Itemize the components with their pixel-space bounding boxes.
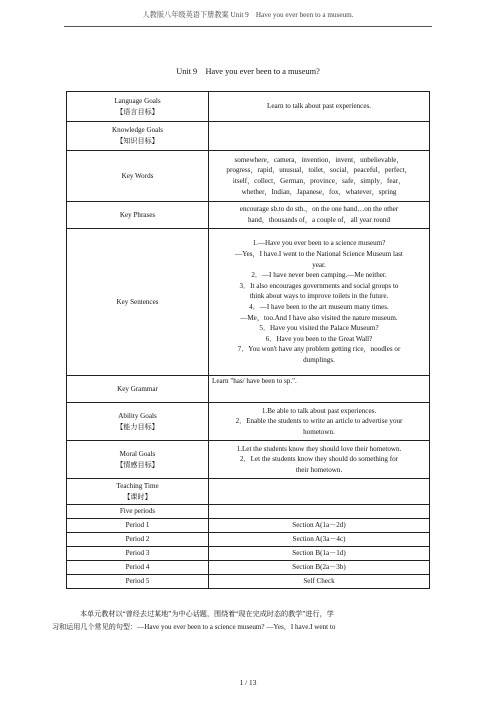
row-key-words	[67, 151, 430, 202]
value-key-sentences: 1.—Have you ever been to a science museum? —Yes，I have.I went to the National Science Museum last year. 2．—I have never been camping.—Me neither. 3．It also encourages governments and social groups to think about ways to improve toilets in the future. 4．—I have been to the art museum many times. —Me，too.And I have also visited the nature museum. 5．Have you visited the Palace Museum? 6．Have you been to the Great Wall? 7．You won't have any problem getting rice，noodles or dumplings.	[209, 229, 430, 376]
label-period-4: Period 4	[67, 561, 209, 575]
row-period-4	[67, 561, 430, 575]
row-knowledge-goals	[67, 122, 430, 151]
header-divider	[64, 26, 432, 27]
intro-paragraph	[52, 608, 434, 634]
row-key-grammar	[67, 376, 430, 403]
label-moral-goals: Moral Goals 【情感目标】	[67, 441, 209, 479]
value-period-3: Section B(1a－1d)	[209, 547, 430, 561]
value-key-grammar: Learn "has/ have been to sp.".	[209, 376, 430, 403]
document-title: Unit 9 Have you ever been to a museum?	[176, 67, 320, 76]
label-key-words: Key Words	[67, 151, 209, 202]
lesson-plan-table	[66, 91, 430, 589]
row-five-periods	[67, 505, 430, 519]
label-period-2: Period 2	[67, 533, 209, 547]
row-moral-goals	[67, 441, 430, 479]
value-ability-goals: 1.Be able to talk about past experiences. 2．Enable the students to write an article to advertise your hometown.	[209, 403, 430, 441]
label-knowledge-goals: Knowledge Goals 【知识目标】	[67, 122, 209, 151]
row-ability-goals	[67, 403, 430, 441]
label-period-5: Period 5	[67, 575, 209, 589]
value-teaching-time	[209, 479, 430, 505]
page-number: 1 / 13	[239, 678, 257, 687]
label-key-phrases: Key Phrases	[67, 202, 209, 229]
value-moral-goals: 1.Let the students know they should love their hometown. 2．Let the students know they should do something for their hometown.	[209, 441, 430, 479]
label-language-goals: Language Goals 【语言目标】	[67, 92, 209, 122]
value-period-2: Section A(3a－4c)	[209, 533, 430, 547]
row-period-3	[67, 547, 430, 561]
label-teaching-time: Teaching Time 【课时】	[67, 479, 209, 505]
value-period-4: Section B(2a－3b)	[209, 561, 430, 575]
row-period-5	[67, 575, 430, 589]
label-period-1: Period 1	[67, 519, 209, 533]
value-language-goals: Learn to talk about past experiences.	[209, 92, 430, 122]
row-key-sentences	[67, 229, 430, 376]
value-period-5: Self Check	[209, 575, 430, 589]
label-ability-goals: Ability Goals 【能力目标】	[67, 403, 209, 441]
value-five-periods	[209, 505, 430, 519]
label-key-grammar: Key Grammar	[67, 376, 209, 403]
row-key-phrases	[67, 202, 430, 229]
intro-line-1: 本单元教材以“曾经去过某地”为中心话题，围绕着“现在完成时态的教学”进行，学	[80, 610, 334, 618]
intro-line-2: 习和运用几个常见的句型：—Have you ever been to a science museum? —Yes，I have.I went to	[52, 622, 336, 631]
row-period-1	[67, 519, 430, 533]
value-knowledge-goals	[209, 122, 430, 151]
value-key-phrases: encourage sb.to do sth.，on the one hand…on the other hand，thousands of，a couple of，all year round	[209, 202, 430, 229]
value-key-words: somewhere，camera，invention，invent，unbelievable， progress，rapid，unusual，toilet，social，peaceful，perfect， itself，collect，German，province，safe，simply，fear， whether，Indian，Japanese，fox，whatever，spring	[209, 151, 430, 202]
row-language-goals	[67, 92, 430, 122]
label-period-3: Period 3	[67, 547, 209, 561]
label-five-periods: Five periods	[67, 505, 209, 519]
row-teaching-time	[67, 479, 430, 505]
page-header: 人教版八年级英语下册教案 Unit 9 Have you ever been to a museum.	[142, 11, 354, 19]
value-period-1: Section A(1a－2d)	[209, 519, 430, 533]
label-key-sentences: Key Sentences	[67, 229, 209, 376]
row-period-2	[67, 533, 430, 547]
